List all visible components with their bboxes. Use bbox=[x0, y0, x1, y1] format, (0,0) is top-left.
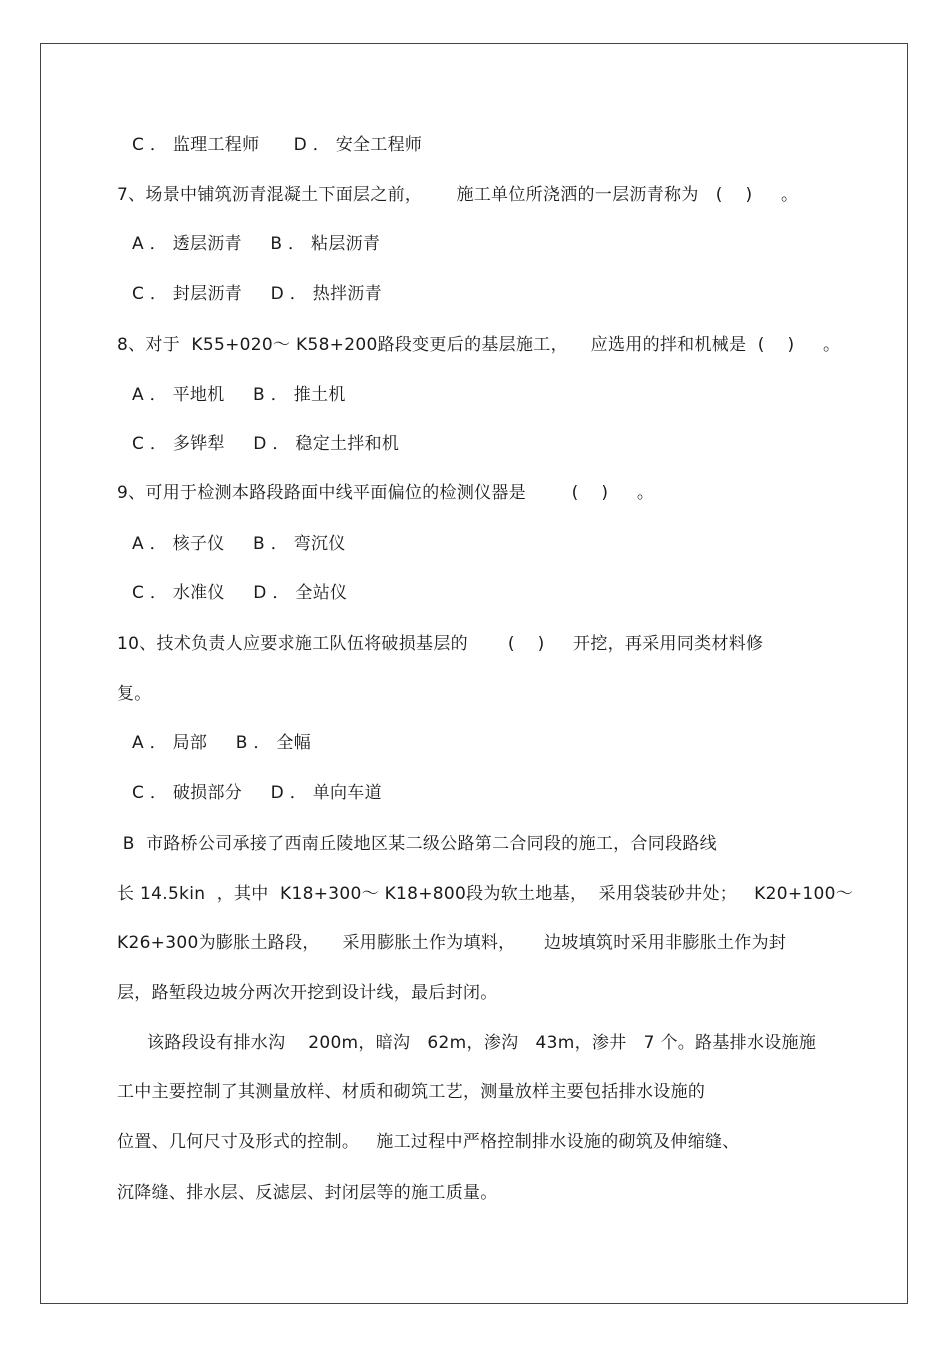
q8-options-ab: A ． 平地机 B ． 推土机 bbox=[132, 385, 346, 405]
case-paragraph-1-line-3: K26+300为膨胀土路段， 采用膨胀土作为填料， 边坡填筑时采用非膨胀土作为封 bbox=[117, 933, 787, 953]
q10-stem-line-2: 复。 bbox=[117, 684, 152, 704]
q8-options-cd: C ． 多铧犁 D ． 稳定土拌和机 bbox=[132, 434, 400, 454]
case-paragraph-2-line-3: 位置、几何尺寸及形式的控制。 施工过程中严格控制排水设施的砌筑及伸缩缝、 bbox=[117, 1132, 740, 1152]
q7-stem: 7、场景中铺筑沥青混凝土下面层之前， 施工单位所浇洒的一层沥青称为 ( ) 。 bbox=[117, 185, 799, 205]
case-paragraph-1-line-2: 长 14.5kin ，其中 K18+300～ K18+800段为软土地基， 采用袋装砂井处； K20+100～ bbox=[117, 884, 854, 904]
case-paragraph-1-line-1: B 市路桥公司承接了西南丘陵地区某二级公路第二合同段的施工，合同段路线 bbox=[117, 834, 717, 854]
q9-stem: 9、可用于检测本路段路面中线平面偏位的检测仪器是 ( ) 。 bbox=[117, 483, 655, 503]
q10-options-cd: C ． 破损部分 D ． 单向车道 bbox=[132, 783, 382, 803]
q9-options-ab: A ． 核子仪 B ． 弯沉仪 bbox=[132, 534, 346, 554]
q7-options-ab: A ． 透层沥青 B ． 粘层沥青 bbox=[132, 234, 381, 254]
q10-stem-line-1: 10、技术负责人应要求施工队伍将破损基层的 ( ) 开挖，再采用同类材料修 bbox=[117, 634, 764, 654]
q8-stem: 8、对于 K55+020～ K58+200路段变更后的基层施工， 应选用的拌和机械是 ( ) 。 bbox=[117, 335, 841, 355]
q7-options-cd: C ． 封层沥青 D ． 热拌沥青 bbox=[132, 284, 382, 304]
q10-options-ab: A ． 局部 B ． 全幅 bbox=[132, 733, 312, 753]
case-paragraph-2-line-1: 该路段设有排水沟 200m，暗沟 62m，渗沟 43m，渗井 7 个。路基排水设施施 bbox=[147, 1033, 817, 1053]
q6-options-cd: C ． 监理工程师 D ． 安全工程师 bbox=[132, 135, 423, 155]
case-paragraph-1-line-4: 层，路堑段边坡分两次开挖到设计线，最后封闭。 bbox=[117, 983, 498, 1003]
case-paragraph-2-line-4: 沉降缝、排水层、反滤层、封闭层等的施工质量。 bbox=[117, 1183, 498, 1203]
case-paragraph-2-line-2: 工中主要控制了其测量放样、材质和砌筑工艺，测量放样主要包括排水设施的 bbox=[117, 1082, 706, 1102]
q9-options-cd: C ． 水准仪 D ． 全站仪 bbox=[132, 583, 348, 603]
